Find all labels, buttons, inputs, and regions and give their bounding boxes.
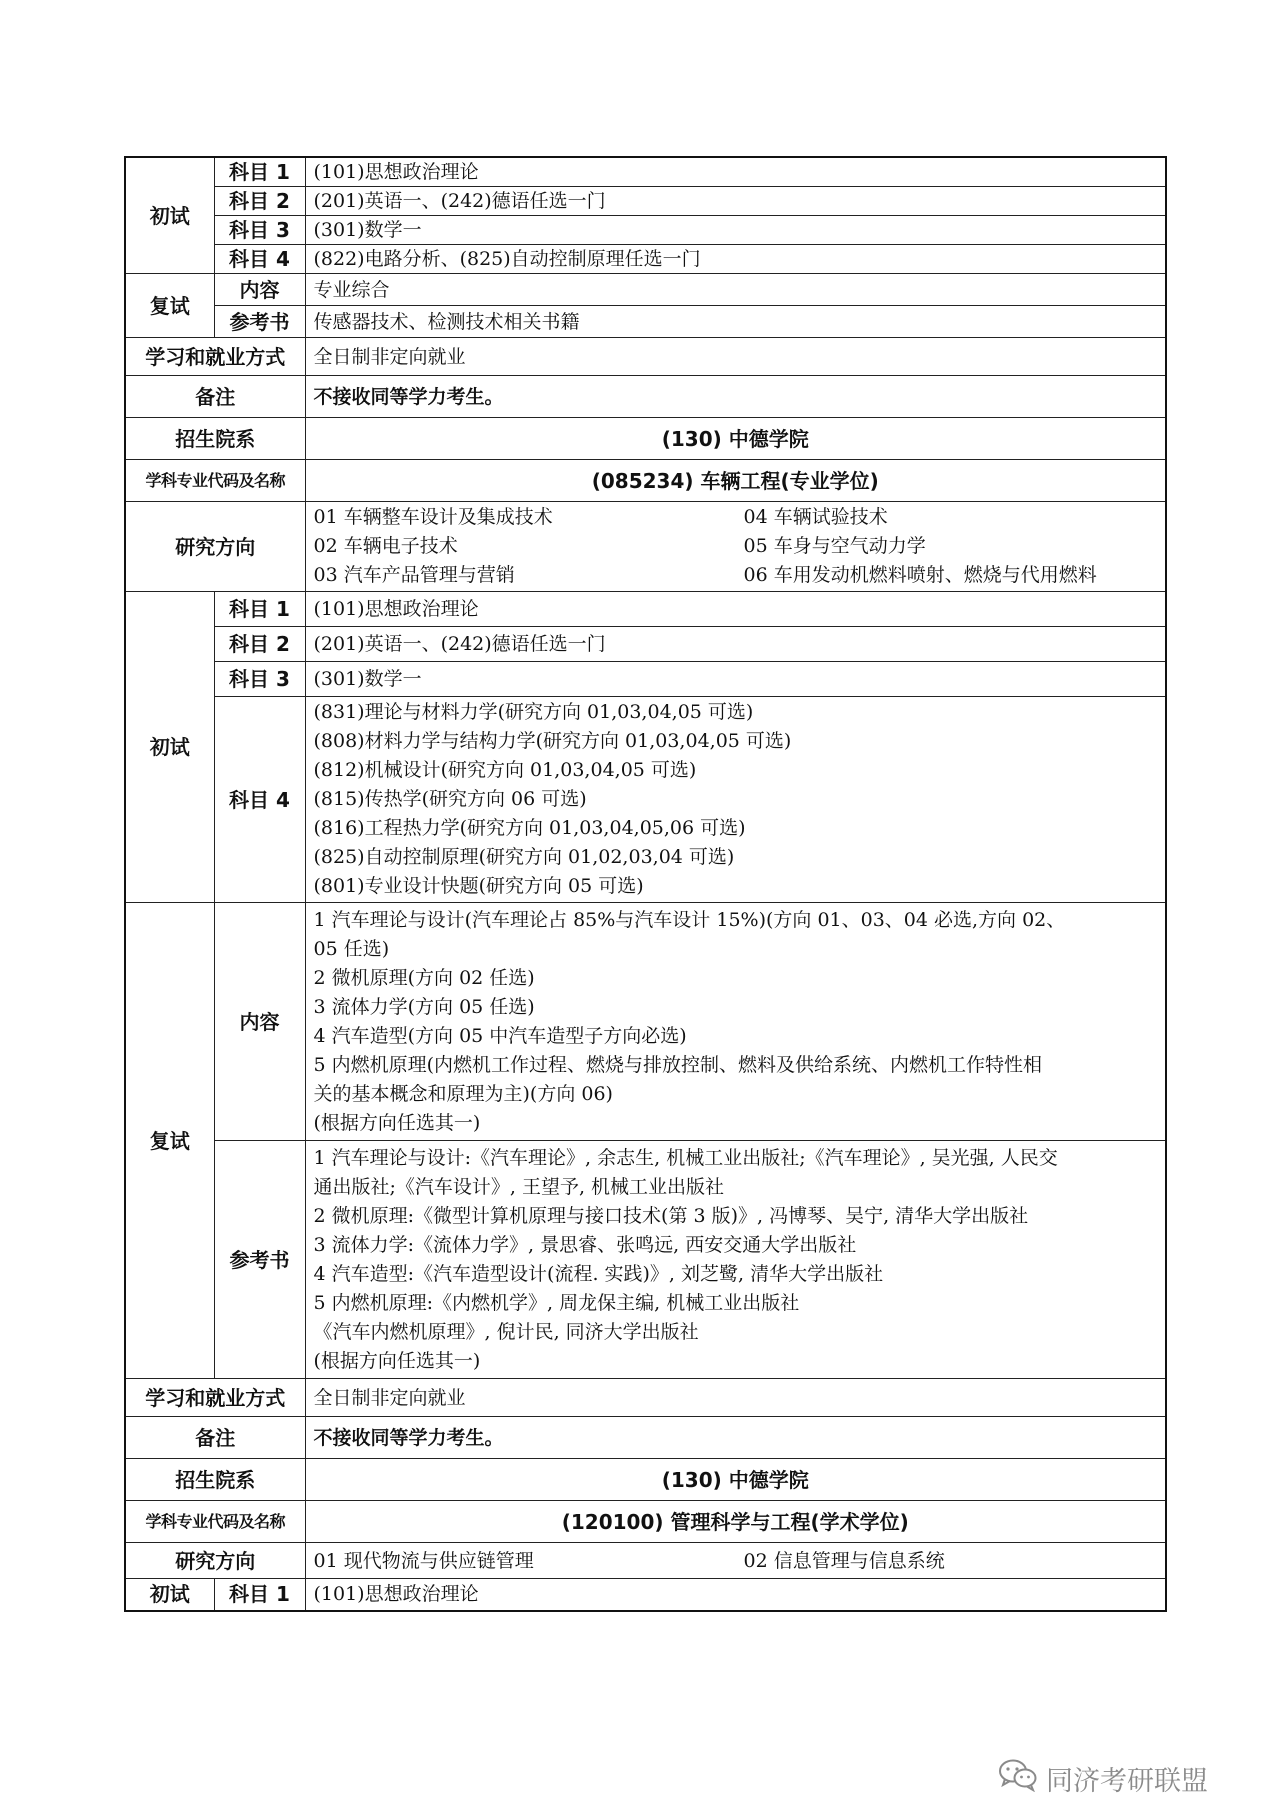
reference-line: 2 微机原理:《微型计算机原理与接口技术(第 3 版)》, 冯博琴、吴宁, 清华大学出版社 — [313, 1204, 1029, 1227]
chushi-label: 初试 — [125, 157, 214, 274]
content-line: 5 内燃机原理(内燃机工作过程、燃烧与排放控制、燃料及供给系统、内燃机工作特性相 — [313, 1053, 1043, 1076]
content-line: 4 汽车造型(方向 05 中汽车造型子方向必选) — [313, 1024, 687, 1047]
reference-line: 3 流体力学:《流体力学》, 景思睿、张鸣远, 西安交通大学出版社 — [313, 1233, 857, 1256]
direction-item: 06 车用发动机燃料喷射、燃烧与代用燃料 — [743, 564, 1097, 586]
table-row — [125, 662, 1166, 697]
note-label: 备注 — [125, 376, 305, 418]
subject-label: 科目 2 — [214, 627, 305, 662]
table-row — [125, 460, 1166, 502]
reference-list — [305, 1141, 1166, 1379]
direction-item: 01 现代物流与供应链管理 — [313, 1549, 534, 1572]
subject-value: (822)电路分析、(825)自动控制原理任选一门 — [305, 245, 1166, 274]
subject4-list — [305, 697, 1166, 903]
content-line: 3 流体力学(方向 05 任选) — [313, 995, 535, 1018]
major-label: 学科专业代码及名称 — [125, 460, 305, 502]
table-row — [125, 376, 1166, 418]
subject-option: (815)传热学(研究方向 06 可选) — [313, 788, 587, 810]
content-line: 05 任选) — [313, 937, 390, 960]
major-label: 学科专业代码及名称 — [125, 1501, 305, 1543]
subject-option: (825)自动控制原理(研究方向 01,02,03,04 可选) — [313, 846, 735, 868]
direction-item: 05 车身与空气动力学 — [743, 535, 926, 557]
study-mode-value: 全日制非定向就业 — [305, 1379, 1166, 1417]
content-label: 内容 — [214, 903, 305, 1141]
table-row — [125, 216, 1166, 245]
direction-item: 02 信息管理与信息系统 — [743, 1549, 945, 1572]
table-row — [125, 1417, 1166, 1459]
subject-label: 科目 4 — [214, 697, 305, 903]
table-row — [125, 1501, 1166, 1543]
subject-value: (201)英语一、(242)德语任选一门 — [305, 627, 1166, 662]
content-value: 专业综合 — [305, 274, 1166, 306]
subject-label: 科目 2 — [214, 187, 305, 216]
reference-line: (根据方向任选其一) — [313, 1349, 481, 1372]
table-row — [125, 502, 1166, 592]
watermark — [998, 1758, 1208, 1799]
content-line: (根据方向任选其一) — [313, 1111, 481, 1134]
table-row — [125, 187, 1166, 216]
subject-value: (101)思想政治理论 — [305, 157, 1166, 187]
reference-line: 1 汽车理论与设计:《汽车理论》, 余志生, 机械工业出版社;《汽车理论》, 吴光强, 人民交 — [313, 1146, 1058, 1169]
direction-list — [305, 502, 1166, 592]
reference-value: 传感器技术、检测技术相关书籍 — [305, 306, 1166, 338]
content-line: 关的基本概念和原理为主)(方向 06) — [313, 1082, 613, 1105]
watermark-text: 同济考研联盟 — [1046, 1766, 1208, 1797]
direction-list — [305, 1543, 1166, 1579]
department-label: 招生院系 — [125, 418, 305, 460]
study-mode-value: 全日制非定向就业 — [305, 338, 1166, 376]
subject-label: 科目 1 — [214, 1579, 305, 1611]
table-row — [125, 697, 1166, 903]
note-value: 不接收同等学力考生。 — [305, 1417, 1166, 1459]
direction-row — [314, 532, 1158, 561]
department-value: (130) 中德学院 — [305, 1459, 1166, 1501]
table-row — [125, 1379, 1166, 1417]
subject-option: (808)材料力学与结构力学(研究方向 01,03,04,05 可选) — [313, 730, 792, 752]
content-label: 内容 — [214, 274, 305, 306]
table-row — [125, 592, 1166, 627]
direction-label: 研究方向 — [125, 1543, 305, 1579]
table-row — [125, 1459, 1166, 1501]
reference-line: 5 内燃机原理:《内燃机学》, 周龙保主编, 机械工业出版社 — [313, 1291, 800, 1314]
subject-value: (301)数学一 — [305, 216, 1166, 245]
table-row — [125, 903, 1166, 1141]
content-line: 1 汽车理论与设计(汽车理论占 85%与汽车设计 15%)(方向 01、03、04 必选,方向 02、 — [313, 908, 1066, 931]
major-value: (120100) 管理科学与工程(学术学位) — [305, 1501, 1166, 1543]
subject-value: (101)思想政治理论 — [305, 592, 1166, 627]
chushi-label: 初试 — [125, 1579, 214, 1611]
direction-row — [314, 1547, 1158, 1575]
reference-line: 通出版社;《汽车设计》, 王望予, 机械工业出版社 — [313, 1175, 725, 1198]
reference-label: 参考书 — [214, 306, 305, 338]
table-row — [125, 1141, 1166, 1379]
table-row — [125, 418, 1166, 460]
fushi-label: 复试 — [125, 903, 214, 1379]
direction-item: 04 车辆试验技术 — [743, 506, 888, 528]
direction-item: 03 汽车产品管理与营销 — [313, 564, 515, 586]
subject-label: 科目 3 — [214, 216, 305, 245]
table-row — [125, 627, 1166, 662]
table-row — [125, 1543, 1166, 1579]
subject-label: 科目 4 — [214, 245, 305, 274]
table-row — [125, 338, 1166, 376]
study-mode-label: 学习和就业方式 — [125, 1379, 305, 1417]
table-row — [125, 157, 1166, 187]
reference-label: 参考书 — [214, 1141, 305, 1379]
subject-option: (831)理论与材料力学(研究方向 01,03,04,05 可选) — [313, 701, 754, 723]
direction-row — [314, 503, 1158, 532]
subject-option: (801)专业设计快题(研究方向 05 可选) — [313, 875, 644, 897]
reference-line: 《汽车内燃机原理》, 倪计民, 同济大学出版社 — [313, 1320, 699, 1343]
department-value: (130) 中德学院 — [305, 418, 1166, 460]
department-label: 招生院系 — [125, 1459, 305, 1501]
subject-value: (201)英语一、(242)德语任选一门 — [305, 187, 1166, 216]
admission-table — [124, 156, 1167, 1612]
note-value: 不接收同等学力考生。 — [305, 376, 1166, 418]
direction-item: 02 车辆电子技术 — [313, 535, 458, 557]
chushi-label: 初试 — [125, 592, 214, 903]
subject-value: (101)思想政治理论 — [305, 1579, 1166, 1611]
subject-option: (812)机械设计(研究方向 01,03,04,05 可选) — [313, 759, 697, 781]
table-row — [125, 306, 1166, 338]
direction-label: 研究方向 — [125, 502, 305, 592]
direction-item: 01 车辆整车设计及集成技术 — [313, 506, 553, 528]
note-label: 备注 — [125, 1417, 305, 1459]
wechat-icon — [998, 1758, 1038, 1799]
subject-label: 科目 3 — [214, 662, 305, 697]
content-list — [305, 903, 1166, 1141]
subject-option: (816)工程热力学(研究方向 01,03,04,05,06 可选) — [313, 817, 746, 839]
subject-label: 科目 1 — [214, 592, 305, 627]
major-value: (085234) 车辆工程(专业学位) — [305, 460, 1166, 502]
table-row — [125, 274, 1166, 306]
reference-line: 4 汽车造型:《汽车造型设计(流程. 实践)》, 刘芝鹭, 清华大学出版社 — [313, 1262, 884, 1285]
fushi-label: 复试 — [125, 274, 214, 338]
table-row — [125, 1579, 1166, 1611]
table-row — [125, 245, 1166, 274]
direction-row — [314, 561, 1158, 590]
content-line: 2 微机原理(方向 02 任选) — [313, 966, 535, 989]
subject-value: (301)数学一 — [305, 662, 1166, 697]
study-mode-label: 学习和就业方式 — [125, 338, 305, 376]
subject-label: 科目 1 — [214, 157, 305, 187]
